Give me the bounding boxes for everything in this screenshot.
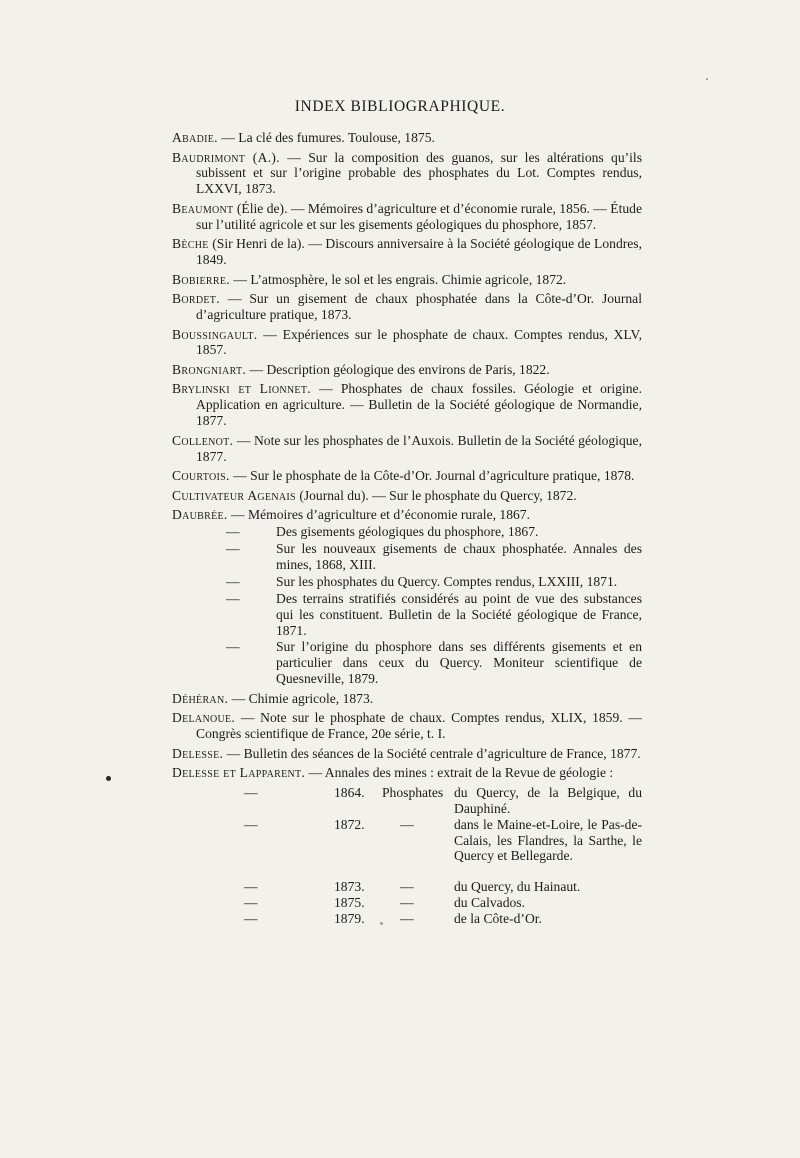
bib-entry-bobierre — [172, 272, 642, 288]
row-year: 1872. — [334, 816, 365, 832]
entry-text: — Phosphates de chaux fossiles. Géologie et origine. Application en agriculture. — Bulletin de la Société géologique de Normandie, 1877. — [196, 381, 642, 429]
bib-entry-baudrimont — [172, 150, 642, 198]
entry-author: Delesse et Lapparent. — [172, 765, 306, 781]
bib-entry-boussingault — [172, 327, 642, 359]
ink-speck — [380, 922, 383, 925]
entry-author: Déhéran. — [172, 690, 229, 706]
row-ditto: — — [400, 878, 414, 894]
page-title: INDEX BIBLIOGRAPHIQUE. — [294, 98, 506, 115]
row-ditto: — — [400, 894, 414, 910]
entry-author: Brongniart. — [172, 361, 247, 377]
entry-text: — Sur la composition des guanos, sur les altérations qu’ils subissent et sur l’origine probable des phosphates du Lot. Comptes rendus, LXXVI, 1873. — [196, 149, 642, 197]
sub-entry-text: Sur les nouveaux gisements de chaux phosphatée. Annales des mines, 1868, XIII. — [276, 540, 642, 572]
ditto-dash: — — [226, 573, 240, 589]
ditto-dash: — — [226, 540, 240, 556]
row-year: 1879. — [334, 910, 365, 926]
sub-entry — [196, 591, 642, 639]
ditto-dash: — — [226, 590, 240, 606]
entry-text: — L’atmosphère, le sol et les engrais. Chimie agricole, 1872. — [233, 271, 567, 287]
sub-entry-text: Sur l’origine du phosphore dans ses différents gisements et en particulier dans ceux du Quercy. Moniteur scientifique de Quesneville, 1879. — [276, 639, 642, 687]
row-subject: Phosphates — [382, 784, 444, 800]
entry-author: Delanoue. — [172, 710, 236, 726]
ink-speck — [106, 776, 111, 781]
entry-text: — Bulletin des séances de la Société centrale d’agriculture de France, 1877. — [226, 745, 641, 761]
entry-author: Daubrée. — [172, 507, 228, 523]
bib-entry-collenot — [172, 433, 642, 465]
entry-text: — Sur un gisement de chaux phosphatée dans la Côte-d’Or. Journal d’agriculture pratique, 1873. — [196, 291, 642, 323]
entry-author: Collenot. — [172, 432, 234, 448]
row-ditto: — — [400, 816, 414, 832]
row-dash: — — [244, 910, 258, 926]
row-ditto: — — [400, 910, 414, 926]
entry-text: — Annales des mines : extrait de la Revue de géologie : — [308, 765, 614, 781]
entry-author: Brylinski et Lionnet. — [172, 381, 311, 397]
entry-author: Delesse. — [172, 745, 224, 761]
delesse-row — [172, 911, 642, 927]
sub-entry — [196, 574, 642, 590]
entry-text: — Sur le phosphate de la Côte-d’Or. Journal d’agriculture pratique, 1878. — [233, 468, 635, 484]
sub-entry-text: Des terrains stratifiés considérés au point de vue des substances qui les constituent. Bulletin de la Société géologique de France, 1871. — [276, 590, 642, 638]
sub-entry-text: Sur les phosphates du Quercy. Comptes rendus, LXXIII, 1871. — [276, 573, 618, 589]
ink-speck — [706, 78, 708, 80]
entry-text: — Note sur le phosphate de chaux. Comptes rendus, XLIX, 1859. — Congrès scientifique de France, 20e série, t. I. — [196, 710, 642, 742]
row-year: 1873. — [334, 878, 365, 894]
bib-entry-cultivateur — [172, 488, 642, 504]
bib-entry-beche — [172, 236, 642, 268]
row-place: du Quercy, du Hainaut. — [454, 878, 581, 894]
bib-entry-beaumont — [172, 201, 642, 233]
entry-author: Cultivateur Agenais — [172, 487, 296, 503]
entry-author: Abadie. — [172, 130, 218, 145]
ditto-dash: — — [226, 524, 240, 540]
bib-entry-courtois — [172, 468, 642, 484]
entry-text: — La clé des fumures. Toulouse, 1875. — [221, 130, 435, 145]
entry-text: (Journal du). — Sur le phosphate du Quercy, 1872. — [299, 487, 577, 503]
bibliography-list — [172, 130, 642, 927]
entry-author: Bordet. — [172, 291, 220, 307]
entry-author: Bèche — [172, 236, 209, 252]
entry-text: (Sir Henri de la). — Discours anniversaire à la Société géologique de Londres, 1849. — [196, 236, 642, 268]
row-place: du Quercy, de la Belgique, du Dauphiné. — [454, 784, 642, 816]
delesse-table — [172, 785, 642, 927]
entry-author: Beaumont — [172, 200, 234, 216]
bib-entry-delesse — [172, 746, 642, 762]
entry-author: Boussingault. — [172, 326, 258, 342]
row-place: du Calvados. — [454, 894, 525, 910]
delesse-row — [172, 879, 642, 895]
entry-author: Bobierre. — [172, 271, 230, 287]
delesse-row — [172, 895, 642, 911]
bib-entry-brongniart — [172, 362, 642, 378]
bib-entry-bordet — [172, 291, 642, 323]
delesse-row — [172, 785, 642, 817]
bib-entry-abadie — [172, 130, 642, 146]
sub-entry — [196, 639, 642, 687]
entry-text: — Chimie agricole, 1873. — [231, 690, 374, 706]
sub-entry — [196, 524, 642, 540]
sub-entry-text: Des gisements géologiques du phosphore, 1867. — [276, 524, 539, 540]
bib-entry-delesse-lapparent — [172, 765, 642, 781]
entry-text: — Expériences sur le phosphate de chaux. Comptes rendus, XLV, 1857. — [196, 326, 643, 358]
row-place: dans le Maine-et-Loire, le Pas-de-Calais, les Flandres, la Sarthe, le Quercy et Bellegarde. — [454, 816, 642, 864]
bib-entry-delanoue — [172, 710, 642, 742]
ditto-dash: — — [226, 639, 240, 655]
entry-text: (Élie de). — Mémoires d’agriculture et d’économie rurale, 1856. — Étude sur l’utilité agricole et sur les gisements géologiques du phosphore, 1857. — [196, 200, 643, 232]
entry-text: — Mémoires d’agriculture et d’économie rurale, 1867. — [231, 507, 530, 523]
bib-entry-daubree — [172, 507, 642, 687]
row-dash: — — [244, 784, 258, 800]
row-dash: — — [244, 878, 258, 894]
bib-entry-brylinski — [172, 381, 642, 429]
row-dash: — — [244, 894, 258, 910]
row-year: 1875. — [334, 894, 365, 910]
row-year: 1864. — [334, 784, 365, 800]
sub-entry — [196, 541, 642, 573]
entry-author: Baudrimont (A.). — [172, 149, 280, 165]
row-place: de la Côte-d’Or. — [454, 910, 542, 926]
entry-author: Courtois. — [172, 468, 230, 484]
entry-text: — Note sur les phosphates de l’Auxois. Bulletin de la Société géologique, 1877. — [196, 432, 642, 464]
delesse-row — [172, 817, 642, 879]
bib-entry-deheran — [172, 691, 642, 707]
row-dash: — — [244, 816, 258, 832]
entry-text: — Description géologique des environs de Paris, 1822. — [249, 361, 550, 377]
